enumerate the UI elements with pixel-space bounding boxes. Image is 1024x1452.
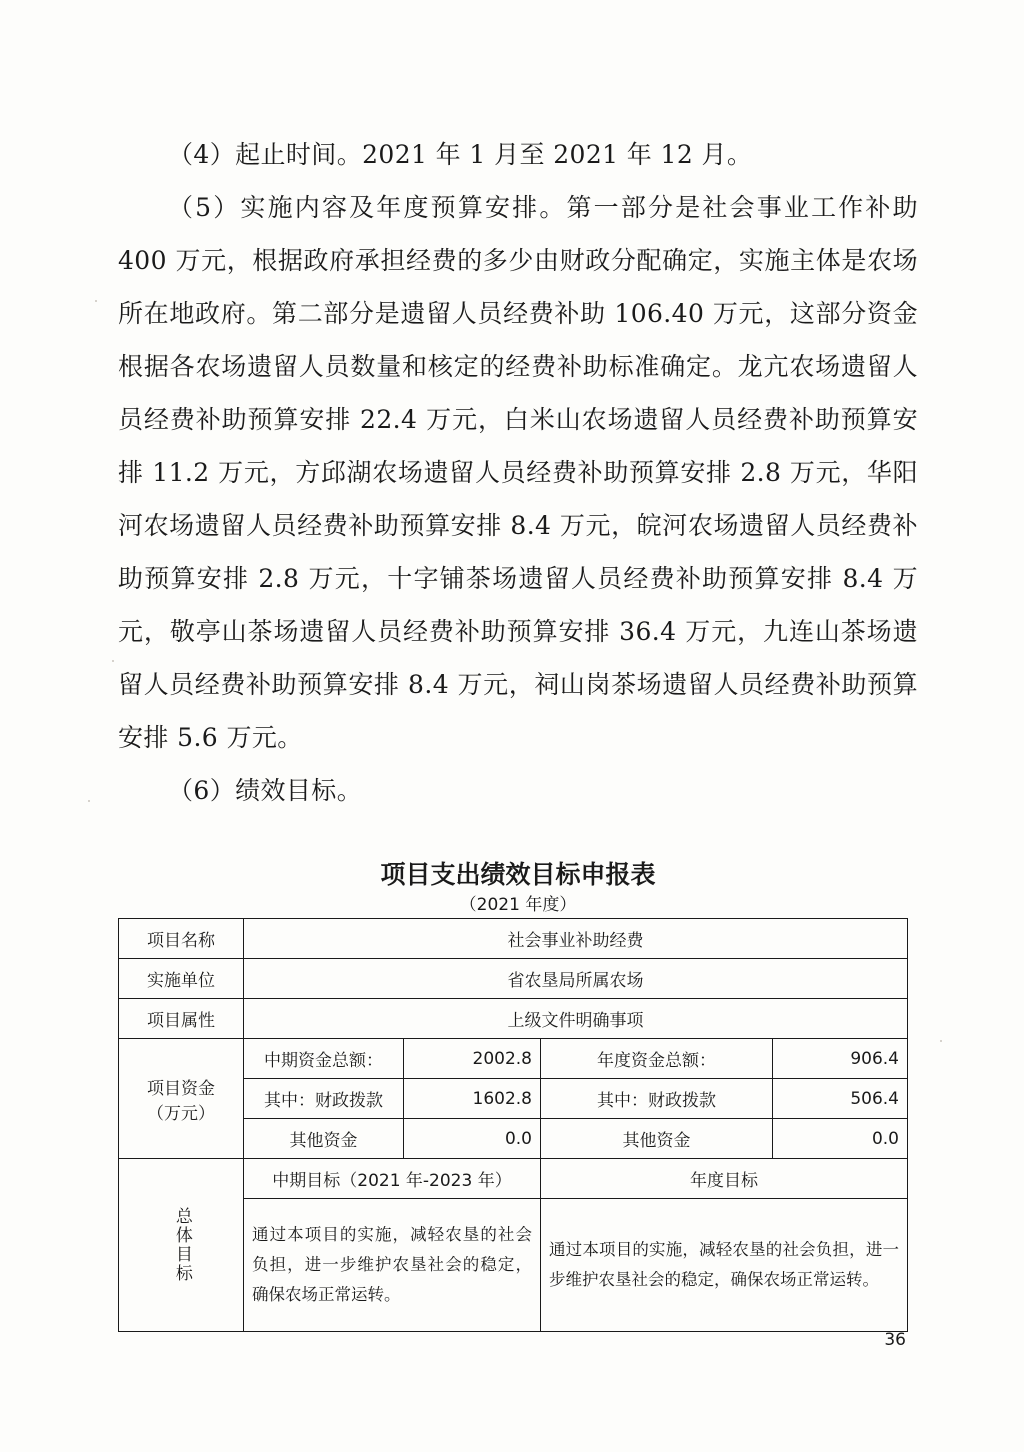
table-title: 项目支出绩效目标申报表 — [380, 860, 656, 889]
funds-midterm-fiscal-label: 其中：财政拨款 — [244, 1079, 404, 1119]
goal-side-label — [119, 1159, 244, 1332]
scan-speck — [112, 660, 114, 662]
row-label-implementing-unit: 实施单位 — [119, 959, 244, 999]
funds-midterm-total-value: 2002.8 — [404, 1039, 541, 1079]
table-subtitle: （2021 年度） — [459, 895, 577, 915]
row-value-implementing-unit: 省农垦局所属农场 — [244, 959, 908, 999]
row-label-project-funds — [119, 1039, 244, 1159]
funds-midterm-other-value: 0.0 — [404, 1119, 541, 1159]
table-row — [119, 959, 908, 999]
paragraph-6: （6）绩效目标。 — [168, 776, 363, 805]
goal-annual-text: 通过本项目的实施，减轻农垦的社会负担，进一步维护农垦社会的稳定，确保农场正常运转。 — [549, 1240, 899, 1289]
paragraph-5: （5）实施内容及年度预算安排。第一部分是社会事业工作补助 400 万元，根据政府承担经费的多少由财政分配确定，实施主体是农场所在地政府。第二部分是遗留人员经费补助 106.40 万元，这部分资金根据各农场遗留人员数量和核定的经费补助标准确定。龙亢农场遗留人员经费补助预算安排 22.4 万元，白米山农场遗留人员经费补助预算安排 11.2 万元，方邱湖农场遗留人员经费补助预算安排 2.8 万元，华阳河农场遗留人员经费补助预算安排 8.4 万元，皖河农场遗留人员经费补助预算安排 2.8 万元，十字铺茶场遗留人员经费补助预算安排 8.4 万元，敬亭山茶场遗留人员经费补助预算安排 36.4 万元，九连山茶场遗留人员经费补助预算安排 8.4 万元，祠山岗茶场遗留人员经费补助预算安排 5.6 万元。 — [118, 193, 918, 752]
funds-label-line2: （万元） — [147, 1103, 215, 1124]
funds-midterm-other-label: 其他资金 — [244, 1119, 404, 1159]
page-number: 36 — [884, 1330, 906, 1350]
goal-annual-cell — [541, 1199, 908, 1332]
row-value-project-name: 社会事业补助经费 — [244, 919, 908, 959]
funds-annual-other-label: 其他资金 — [541, 1119, 773, 1159]
funds-annual-fiscal-value: 506.4 — [773, 1079, 908, 1119]
scan-speck — [88, 800, 90, 802]
table-row — [119, 999, 908, 1039]
funds-annual-total-value: 906.4 — [773, 1039, 908, 1079]
table-row-funds-total — [119, 1039, 908, 1079]
row-label-project-name: 项目名称 — [119, 919, 244, 959]
funds-label-line1: 项目资金 — [147, 1078, 215, 1099]
table-row — [119, 919, 908, 959]
paragraph-4: （4）起止时间。2021 年 1 月至 2021 年 12 月。 — [168, 140, 753, 169]
table-row-goal-headers — [119, 1159, 908, 1199]
performance-goal-table — [118, 918, 908, 1332]
row-label-project-attribute: 项目属性 — [119, 999, 244, 1039]
funds-annual-other-value: 0.0 — [773, 1119, 908, 1159]
funds-annual-fiscal-label: 其中：财政拨款 — [541, 1079, 773, 1119]
goal-midterm-text: 通过本项目的实施，减轻农垦的社会负担，进一步维护农垦社会的稳定，确保农场正常运转。 — [252, 1225, 532, 1304]
body-text — [118, 128, 918, 817]
goal-midterm-cell — [244, 1199, 541, 1332]
scan-speck — [940, 1040, 942, 1042]
funds-midterm-total-label: 中期资金总额： — [244, 1039, 404, 1079]
goal-header-annual: 年度目标 — [541, 1159, 908, 1199]
scan-speck — [95, 300, 97, 302]
row-value-project-attribute: 上级文件明确事项 — [244, 999, 908, 1039]
funds-midterm-fiscal-value: 1602.8 — [404, 1079, 541, 1119]
funds-annual-total-label: 年度资金总额： — [541, 1039, 773, 1079]
goal-header-midterm: 中期目标（2021 年-2023 年） — [244, 1159, 541, 1199]
goal-side-label-text: 总体目标 — [171, 1207, 192, 1283]
